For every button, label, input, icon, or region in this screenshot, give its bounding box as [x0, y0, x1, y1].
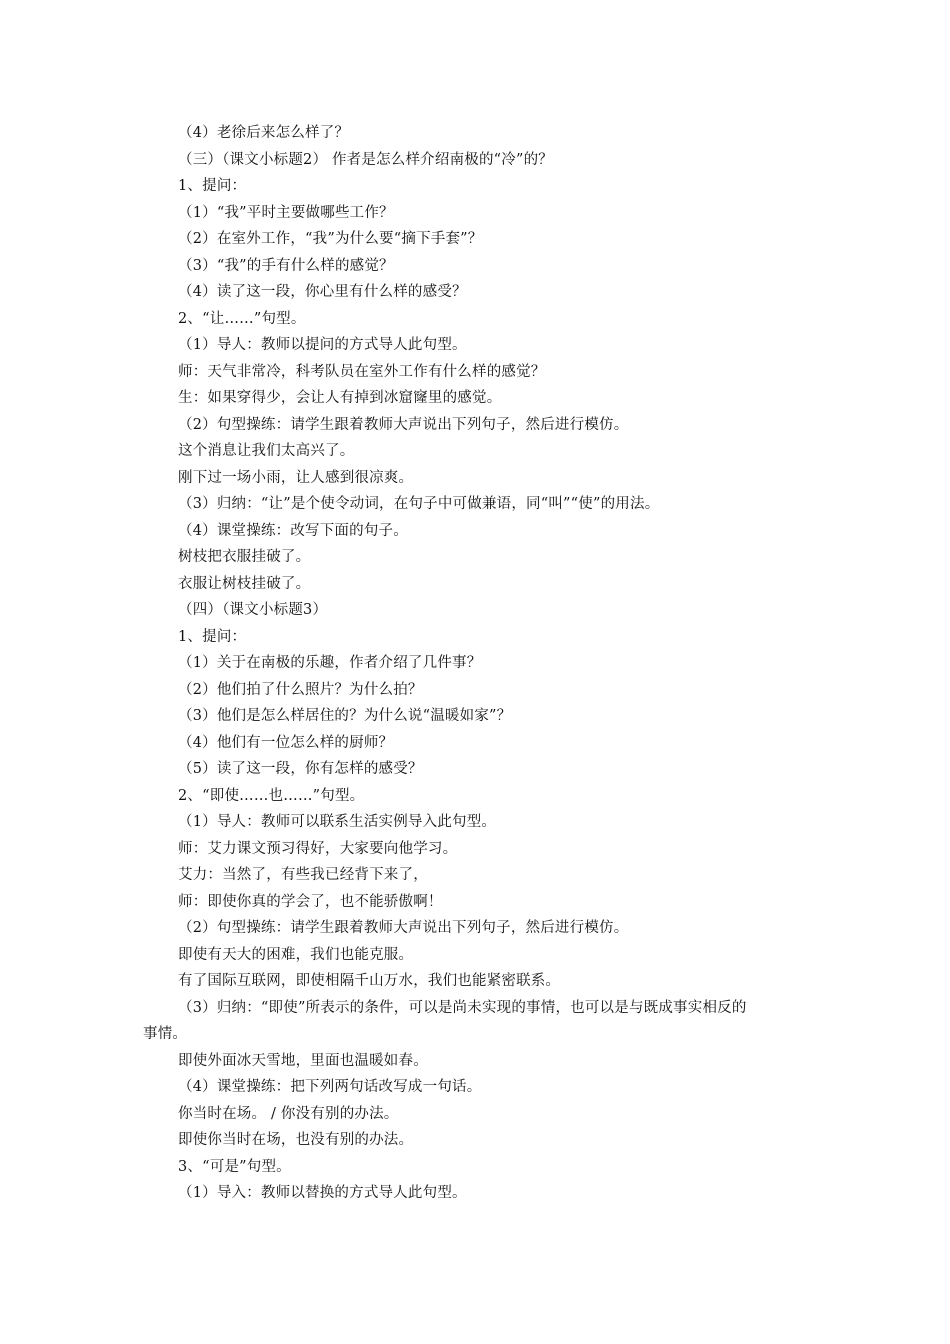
text-line: 衣服让树枝挂破了。: [178, 575, 311, 592]
text-line: 刚下过一场小雨，让人感到很凉爽。: [178, 469, 414, 486]
text-line: 即使外面冰天雪地，里面也温暖如春。: [178, 1052, 428, 1069]
text-line-continuation: 事情。: [143, 1026, 188, 1042]
section-heading: （三）（课文小标题2） 作者是怎么样介绍南极的“冷”的？: [178, 151, 554, 168]
text-line: （1）导入：教师以替换的方式导人此句型。: [178, 1185, 467, 1201]
text-line: （4）课堂操练：改写下面的句子。: [178, 522, 408, 539]
text-line: （3）归纳：“让”是个使令动词，在句子中可做兼语，同“叫”“使”的用法。: [178, 496, 660, 512]
text-line: 1、提问：: [178, 178, 247, 194]
text-line: 2、“即使……也……”句型。: [178, 787, 365, 804]
text-line: （3）“我”的手有什么样的感觉？: [178, 257, 394, 274]
text-line: 你当时在场。 / 你没有别的办法。: [178, 1105, 399, 1122]
section-heading: （四）（课文小标题3）: [178, 602, 328, 618]
text-line: （2）在室外工作，“我”为什么要“摘下手套”？: [178, 231, 483, 247]
document-body: [0, 120, 950, 1207]
text-line: 即使有天大的困难，我们也能克服。: [178, 946, 414, 963]
text-line: 艾力：当然了，有些我已经背下来了，: [178, 867, 428, 883]
text-line: 2、“让……”句型。: [178, 310, 306, 327]
text-line: （3）他们是怎么样居住的？为什么说“温暖如家”？: [178, 708, 512, 724]
text-line: 生：如果穿得少，会让人有掉到冰窟窿里的感觉。: [178, 390, 502, 406]
text-line: 树枝把衣服挂破了。: [178, 549, 311, 565]
text-line: 师：天气非常冷，科考队员在室外工作有什么样的感觉？: [178, 363, 546, 380]
text-line: （1）导人：教师以提问的方式导人此句型。: [178, 337, 467, 353]
text-line: （1）导人：教师可以联系生活实例导入此句型。: [178, 814, 497, 830]
text-line: （2）他们拍了什么照片？为什么拍？: [178, 681, 423, 698]
text-line: 师：艾力课文预习得好，大家要向他学习。: [178, 840, 458, 857]
text-line: 这个消息让我们太高兴了。: [178, 443, 355, 459]
text-line: 1、提问：: [178, 628, 247, 645]
text-line: 师：即使你真的学会了，也不能骄傲啊！: [178, 893, 443, 910]
text-line: （4）读了这一段，你心里有什么样的感受？: [178, 284, 467, 300]
text-line: 即使你当时在场，也没有别的办法。: [178, 1132, 414, 1148]
text-line: （1）“我”平时主要做哪些工作？: [178, 204, 394, 221]
text-line: （1）关于在南极的乐趣，作者介绍了几件事？: [178, 655, 482, 671]
text-line: （4）他们有一位怎么样的厨师？: [178, 734, 394, 751]
text-line: （4）老徐后来怎么样了？: [178, 125, 350, 141]
text-line: （4）课堂操练：把下列两句话改写成一句话。: [178, 1079, 482, 1095]
text-line: （3）归纳：“即使”所表示的条件，可以是尚未实现的事情，也可以是与既成事实相反的: [178, 999, 747, 1016]
text-line: （5）读了这一段，你有怎样的感受？: [178, 761, 423, 777]
text-line: （2）句型操练：请学生跟着教师大声说出下列句子，然后进行模仿。: [178, 416, 629, 433]
text-line: 3、“可是”句型。: [178, 1158, 291, 1175]
text-line: （2）句型操练：请学生跟着教师大声说出下列句子，然后进行模仿。: [178, 920, 629, 936]
text-line: 有了国际互联网，即使相隔千山万水，我们也能紧密联系。: [178, 973, 561, 989]
